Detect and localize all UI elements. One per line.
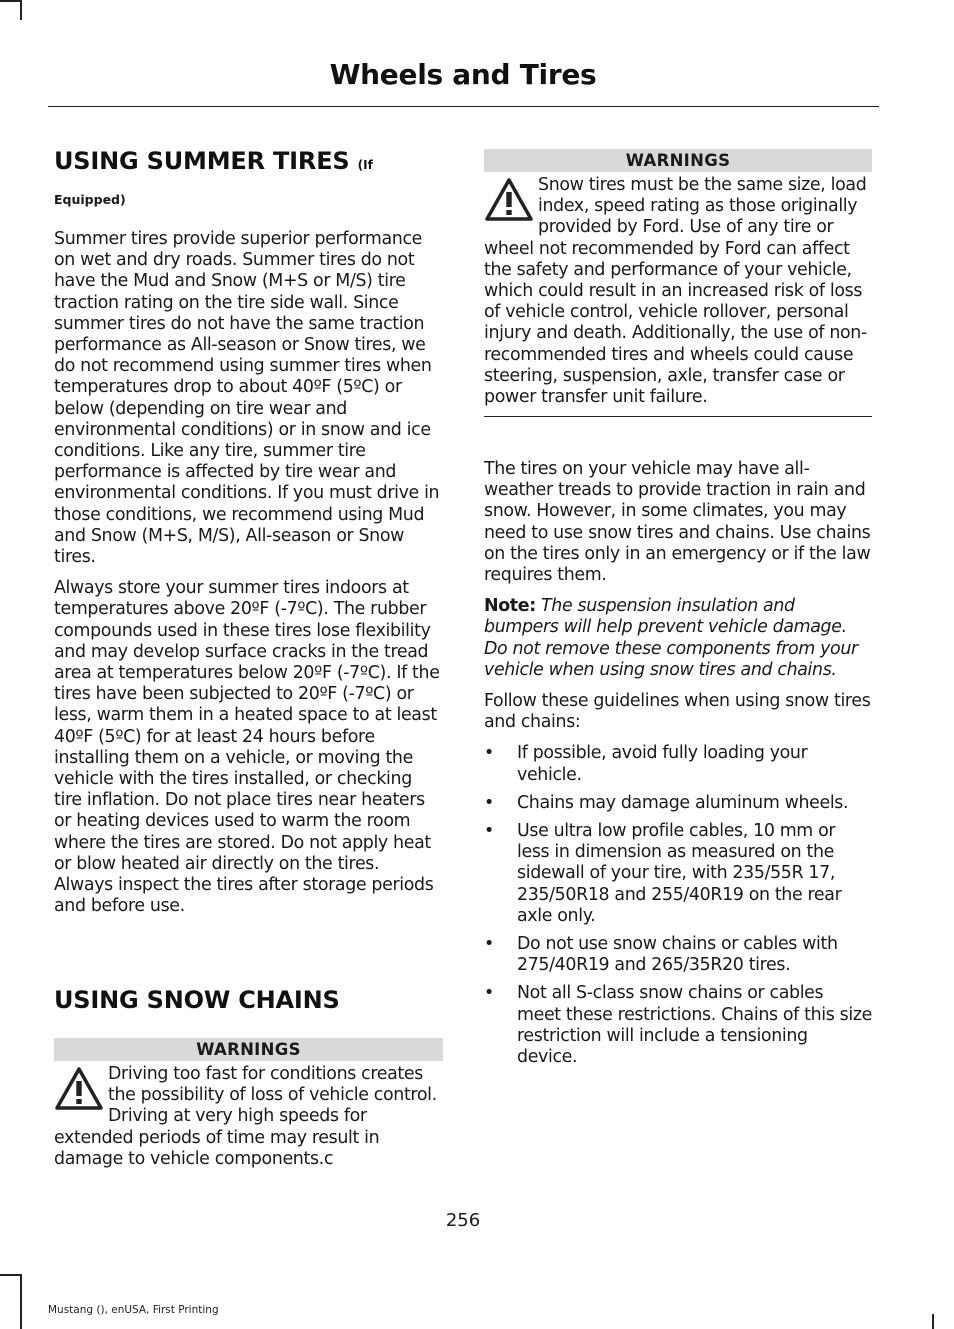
section-heading-snow-chains: USING SNOW CHAINS — [54, 986, 340, 1014]
list-item-text: Do not use snow chains or cables with 275/40R19 and 265/35R20 tires. — [517, 934, 838, 976]
warning-box — [54, 1038, 443, 1170]
crop-mark — [0, 0, 20, 2]
crop-mark — [20, 0, 22, 20]
crop-mark — [20, 1274, 22, 1329]
bullet: • — [484, 934, 494, 955]
warning-text: Driving too fast for conditions creates the possibility of loss of vehicle control. Driving at very high speeds for extended periods of time may result in damage to vehicle components.c — [54, 1064, 437, 1169]
warning-content — [484, 175, 872, 408]
warning-triangle-icon — [54, 1066, 104, 1112]
warning-text: Snow tires must be the same size, load index, speed rating as those originally provided by Ford. Use of any tire or wheel not recommended by Ford can affect the safety and performance of your vehicle, which could result in an increased risk of loss of vehicle control, vehicle rollover, personal injury and death. Additionally, the use of non-recommended tires and wheels could cause steering, suspension, axle, transfer case or power transfer unit failure. — [484, 175, 867, 408]
list-item-text: If possible, avoid fully loading your vehicle. — [517, 743, 808, 785]
title-divider — [48, 106, 879, 107]
warning-content — [54, 1064, 443, 1170]
list-item — [484, 743, 872, 785]
list-item-text: Chains may damage aluminum wheels. — [517, 792, 849, 813]
page-title: Wheels and Tires — [329, 58, 597, 91]
list-item — [484, 934, 872, 976]
guidelines-list — [484, 743, 872, 1068]
bullet: • — [484, 792, 494, 813]
crop-mark — [932, 1314, 934, 1329]
bullet: • — [484, 983, 494, 1004]
paragraph: Summer tires provide superior performance on wet and dry roads. Summer tires do not have the Mud and Snow (M+S or M/S) tire traction rating on the tire side wall. Since summer tires do not have the same traction performance as All-season or Snow tires, we do not recommend using summer tires when temperatures drop to about 40ºF (5ºC) or below (depending on tire wear and environmental conditions) or in snow and ice conditions. Like any tire, summer tire performance is affected by tire wear and environmental conditions. If you must drive in those conditions, we recommend using Mud and Snow (M+S, M/S), All-season or Snow tires. — [54, 229, 440, 568]
warning-divider — [484, 416, 872, 417]
warning-triangle-icon — [484, 177, 534, 223]
snow-chains-section — [54, 987, 443, 1013]
list-item-text: Not all S-class snow chains or cables meet these restrictions. Chains of this size restriction will include a tensioning device. — [517, 983, 872, 1068]
snow-chains-body — [484, 459, 872, 1075]
list-item — [484, 821, 872, 927]
paragraph: The tires on your vehicle may have all-weather treads to provide traction in rain and snow. However, in some climates, you may need to use snow tires and chains. Use chains on the tires only in an emergency or if the law requires them. — [484, 459, 871, 586]
summer-tires-body — [54, 229, 443, 928]
summer-tires-section — [54, 148, 443, 208]
paragraph: Always store your summer tires indoors at temperatures above 20ºF (-7ºC). The rubber compounds used in these tires lose flexibility and may develop surface cracks in the tread area at temperatures below 20ºF (-7ºC). If the tires have been subjected to 20ºF (-7ºC) or less, warm them in a heated space to at least 40ºF (5ºC) for at least 24 hours before installing them on a vehicle, or moving the vehicle with the tires installed, or checking tire inflation. Do not place tires near heaters or heating devices used to warm the room where the tires are stored. Do not apply heat or blow heated air directly on the tires. Always inspect the tires after storage periods and before use. — [54, 578, 440, 917]
bullet: • — [484, 743, 494, 764]
page-number: 256 — [445, 1210, 481, 1231]
note-paragraph — [484, 596, 872, 681]
note-text: The suspension insulation and bumpers will help prevent vehicle damage. Do not remove these components from your vehicle when using snow tires and chains. — [484, 596, 858, 680]
section-heading-summer-tires — [54, 148, 443, 178]
crop-mark — [0, 1274, 20, 1276]
list-item-text: Use ultra low profile cables, 10 mm or less in dimension as measured on the sidewall of your tire, with 235/55R 17, 235/50R18 and 255/40R19 on the rear axle only. — [517, 821, 842, 926]
heading-text: USING SUMMER TIRES — [54, 147, 350, 175]
note-label: Note: — [484, 596, 536, 617]
list-item — [484, 793, 872, 814]
heading-qualifier: (If — [357, 158, 373, 172]
edition-footer: Mustang (), enUSA, First Printing — [48, 1304, 219, 1316]
list-item — [484, 983, 872, 1068]
paragraph: Follow these guidelines when using snow tires and chains: — [484, 691, 871, 733]
warnings-header: WARNINGS — [484, 149, 872, 172]
heading-qualifier-continued: Equipped) — [54, 192, 126, 207]
bullet: • — [484, 821, 494, 842]
warning-box — [484, 149, 872, 417]
warnings-header: WARNINGS — [54, 1038, 443, 1061]
